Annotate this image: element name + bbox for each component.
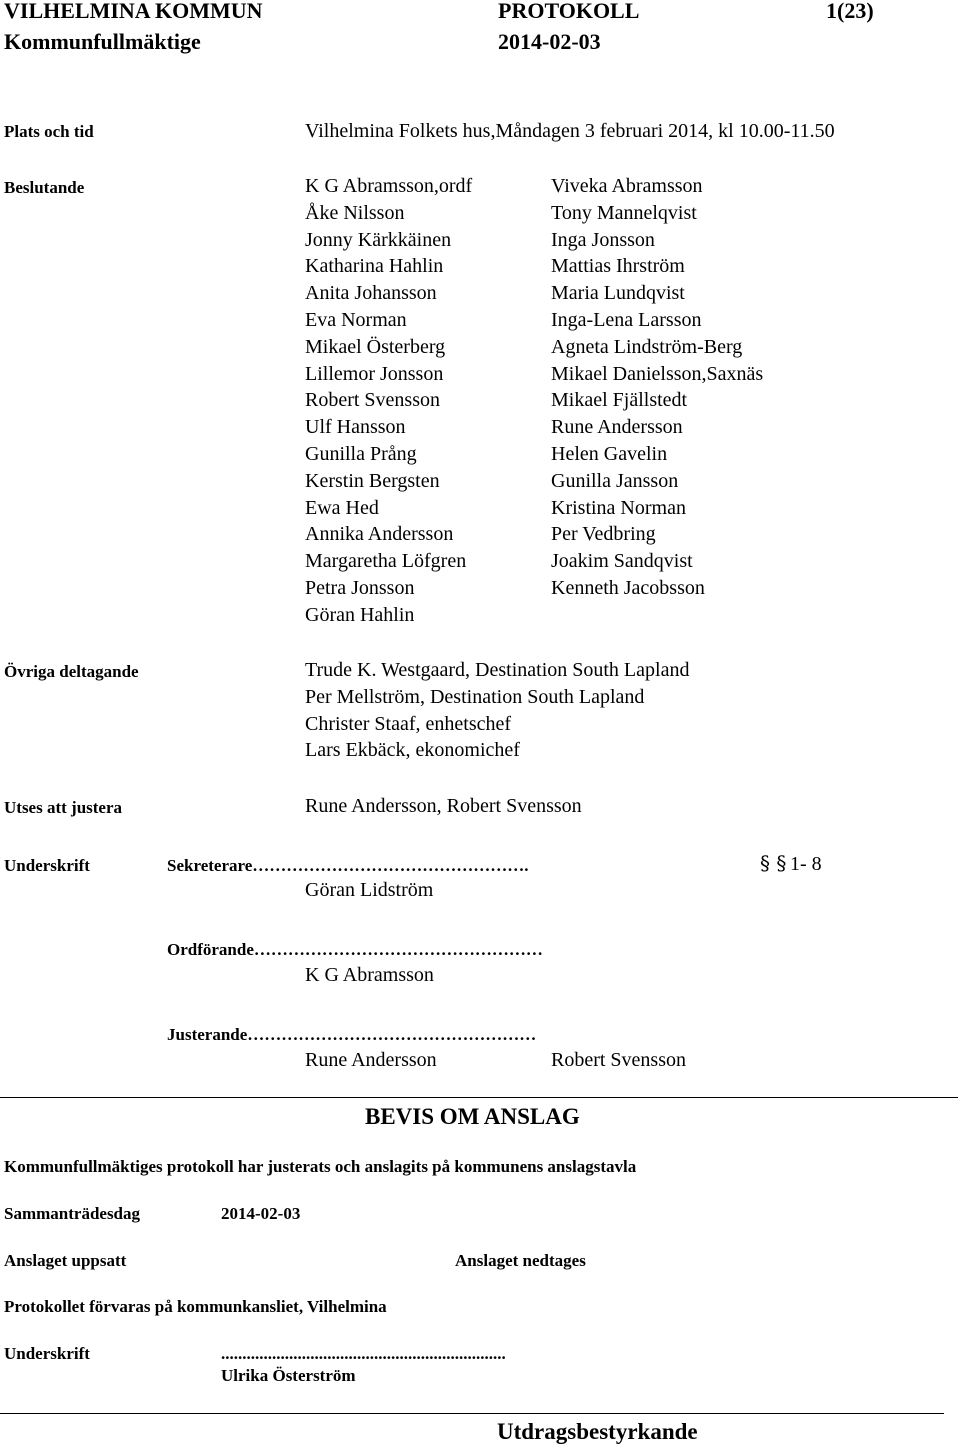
posted-label: Anslaget uppsatt: [4, 1251, 127, 1270]
member-name: Mikael Österberg: [305, 335, 446, 358]
member-name: Joakim Sandqvist: [551, 550, 693, 573]
signature-dots: ...................................................................: [221, 1344, 506, 1363]
removed-label: Anslaget nedtages: [455, 1251, 586, 1270]
others-label: Övriga deltagande: [4, 662, 139, 681]
meeting-date: 2014-02-03: [221, 1204, 301, 1223]
member-name: Petra Jonsson: [305, 576, 415, 599]
member-name: Göran Hahlin: [305, 603, 415, 626]
member-name: Kristina Norman: [551, 496, 686, 519]
adjuster-name-2: Robert Svensson: [551, 1049, 686, 1071]
member-name: K G Abramsson,ordf: [305, 175, 473, 197]
adjusters-label: Utses att justera: [4, 798, 123, 817]
signer-name: Ulrika Österström: [221, 1366, 356, 1385]
paragraph-range: 1- 8: [790, 853, 822, 875]
place-label: Plats och tid: [4, 122, 94, 141]
secretary-name: Göran Lidström: [305, 879, 434, 901]
meeting-date-header: 2014-02-03: [498, 29, 601, 54]
member-name: Ulf Hansson: [305, 416, 406, 439]
decision-makers-label: Beslutande: [4, 178, 85, 197]
member-name: Gunilla Jansson: [551, 469, 679, 492]
extract-title: Utdragsbestyrkande: [497, 1419, 698, 1444]
member-name: Annika Andersson: [305, 523, 454, 546]
member-name: Rune Andersson: [551, 416, 683, 439]
member-name: Mattias Ihrström: [551, 255, 685, 278]
org-name: VILHELMINA KOMMUN: [4, 0, 263, 23]
member-name: Kerstin Bergsten: [305, 469, 440, 492]
member-name: Per Vedbring: [551, 523, 656, 546]
chair-line: Ordförande……………………………………………: [167, 940, 543, 959]
member-name: Maria Lundqvist: [551, 282, 685, 305]
decision-makers-left-list: [305, 173, 472, 629]
member-name: Katharina Hahlin: [305, 255, 444, 278]
member-name: Eva Norman: [305, 308, 407, 331]
notice-title: BEVIS OM ANSLAG: [365, 1104, 580, 1129]
member-name: Tony Mannelqvist: [551, 201, 697, 224]
signature-label: Underskrift: [4, 856, 90, 875]
member-name: Åke Nilsson: [305, 201, 405, 224]
governing-body: Kommunfullmäktige: [4, 29, 201, 54]
member-name: Jonny Kärkkäinen: [305, 228, 452, 251]
page-number: 1(23): [826, 0, 874, 23]
adjusters-value: Rune Andersson, Robert Svensson: [305, 795, 582, 817]
member-name: Inga Jonsson: [551, 228, 655, 251]
member-name: Mikael Danielsson,Saxnäs: [551, 362, 764, 385]
participant: Lars Ekbäck, ekonomichef: [305, 739, 520, 762]
notice-signature-label: Underskrift: [4, 1344, 90, 1363]
adjuster-line: Justerande……………………………………………: [167, 1025, 537, 1044]
storage-note: Protokollet förvaras på kommunkansliet, Vilhelmina: [4, 1297, 387, 1316]
member-name: Gunilla Prång: [305, 442, 417, 465]
chair-name: K G Abramsson: [305, 964, 434, 986]
member-name: Ewa Hed: [305, 496, 379, 519]
section-mark: § §: [760, 851, 787, 875]
member-name: Robert Svensson: [305, 389, 440, 412]
place-value: Vilhelmina Folkets hus,Måndagen 3 februari 2014, kl 10.00-11.50: [305, 120, 835, 142]
member-name: Margaretha Löfgren: [305, 550, 467, 573]
decision-makers-right-list: [551, 173, 763, 602]
member-name: Agneta Lindström-Berg: [551, 335, 743, 358]
doc-type: PROTOKOLL: [498, 0, 640, 23]
divider: [0, 1097, 958, 1098]
secretary-line: Sekreterare………………………………………….: [167, 856, 529, 875]
member-name: Inga-Lena Larsson: [551, 308, 702, 331]
member-name: Kenneth Jacobsson: [551, 576, 705, 599]
member-name: Viveka Abramsson: [551, 175, 703, 197]
notice-statement: Kommunfullmäktiges protokoll har justerats och anslagits på kommunens anslagstavla: [4, 1157, 637, 1176]
participant: Christer Staaf, enhetschef: [305, 712, 512, 735]
member-name: Anita Johansson: [305, 282, 437, 305]
adjuster-name-1: Rune Andersson: [305, 1049, 437, 1071]
member-name: Mikael Fjällstedt: [551, 389, 688, 412]
others-list: [305, 657, 689, 764]
participant: Trude K. Westgaard, Destination South Lapland: [305, 659, 690, 681]
divider: [0, 1413, 944, 1414]
meeting-date-label: Sammanträdesdag: [4, 1204, 141, 1223]
member-name: Lillemor Jonsson: [305, 362, 444, 385]
participant: Per Mellström, Destination South Lapland: [305, 685, 645, 708]
member-name: Helen Gavelin: [551, 442, 668, 465]
